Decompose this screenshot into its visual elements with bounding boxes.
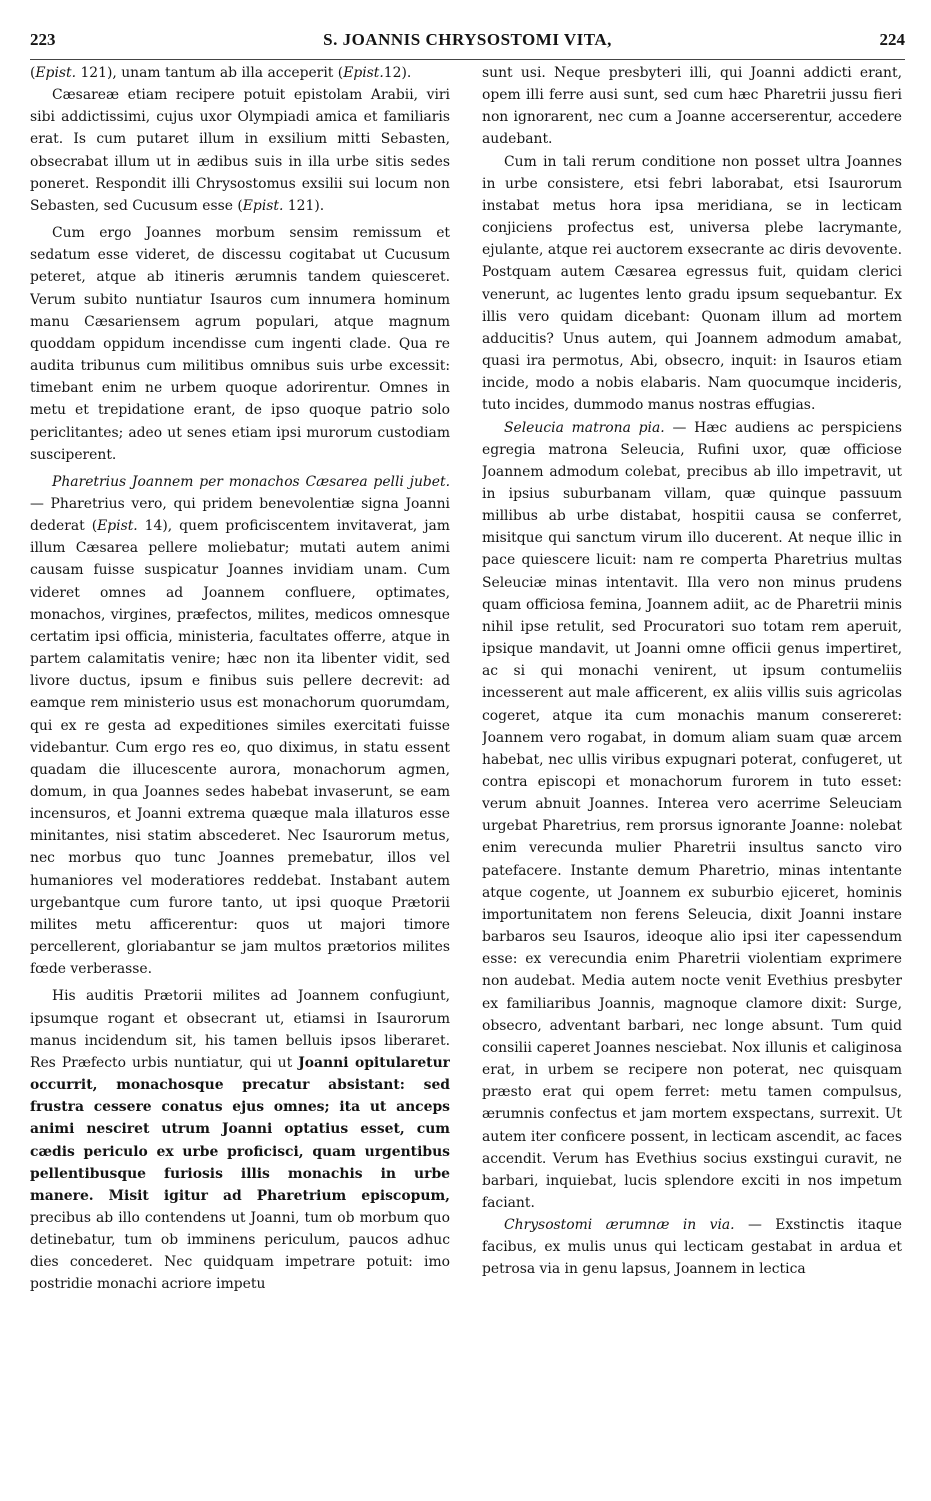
citation: Epist.	[97, 518, 138, 535]
right-column	[482, 62, 902, 1480]
section-heading: Seleucia matrona pia.	[504, 419, 665, 436]
text: — Exstinctis itaque facibus, ex mulis unus qui lecticam gestabat in ardua et petrosa via in genu lapsus, Joannem in lectica	[482, 1217, 902, 1278]
text: (	[30, 65, 36, 81]
section-heading: Pharetrius Joannem per monachos Cæsarea pelli jubet.	[52, 473, 450, 490]
text: — Hæc audiens ac perspiciens egregia matrona Seleucia, Rufini uxor, quæ officiose Joannem admodum colebat, precibus ab illo impetravit, ut in ipsius suburbanam villam, quæ quinque passuum millibus ab urbe distabat, hospitii causa se conferret, misitque qui sanctum virum illo ducerent. At neque illic in pace quiescere licuit: nam re comperta Pharetrius multas Seleuciæ minas intentavit. Illa vero non minus prudens quam officiosa femina, Joannem adiit, ac de Pharetrii minis nihil ipse retulit, sed Procuratori suo totam rem aperuit, ipsique mandavit, ut Joanni omne officii genus impertiret, ac si qui monachi venirent, ut ipsum contumeliis incesserent aut male afficerent, ex aliis villis suis agricolas cogeret, atque ita cum monachis manum consereret: Joannem vero rogabat, in domum aliam suam quæ arcem habebat, nec ullis viribus expugnari poterat, confugeret, ut contra episcopi et monachorum furorem in tuto esset: verum abnuit Joannes. Interea vero acerrime Seleuciam urgebat Pharetrius, rem prorsus ignorante Joanne: nolebat enim verecunda mulier Pharetrii insultus sancto viro patefacere. Instante demum Pharetrio, minas intentante atque cogente, ut Joannem ex suburbio ejiceret, hominis importunitatem non ferens Seleucia, dixit Joanni instare barbaros seu Isauros, ideoque alio ipsi iter capessendum esse: ex verecundia enim Pharetrii violentiam exprimere non audebat. Media autem nocte venit Evethius presbyter ex familiaribus Joannis, magnoque clamore dixit: Surge, obsecro, adventant barbari, nec longe absunt. Tum quid consilii caperet Joannes nesciebat. Nox illunis et caliginosa erat, in urbem se recipere non poterat, nec quisquam præsto erat qui opem ferret: metu tamen compulsus, ærumnis confectus et jam mortem exspectans, surrexit. Ut autem iter conficere possent, in lecticam ascendit, ac faces accendit. Verum has Evethius socius exstingui curavit, ne barbari, inquiebat, lucis splendore exciti in nos impetum faciant.	[482, 419, 902, 1211]
left-column	[30, 62, 450, 1480]
running-title: S. JOANNIS CHRYSOSTOMI VITA,	[323, 30, 612, 49]
text: 121), unam tantum ab illa acceperit (	[76, 65, 344, 81]
paragraph	[30, 471, 450, 981]
running-header	[30, 30, 905, 56]
paragraph: Cum in tali rerum conditione non posset ultra Joannes in urbe consistere, etsi febri laborabat, etsi Isaurorum instabat metus hora ipsa meridiana, se in lecticam conjiciens profectus est, universa plebe lacrymante, ejulante, atque rei auctorem exsecrante ac diris devovente. Postquam autem Cæsarea egressus fuit, quidam clerici venerunt, ac lugentes lento gradu ipsum sequebantur. Ex illis vero quidam dicebant: Quonam illum ad mortem adducitis? Unus autem, qui Joannem admodum amabat, quasi ira permotus, Abi, obsecro, inquit: in Isauros etiam incide, modo a nobis elabaris. Nam quocumque incideris, tuto incides, dummodo manus nostras effugias.	[482, 153, 902, 414]
citation: Epist.	[242, 197, 284, 214]
citation: Epist.	[35, 65, 77, 81]
text: Cæsareæ etiam recipere potuit epistolam Arabii, viri sibi addictissimi, cujus uxor Olympiadi amica et familiaris erat. Is cum putaret illum in exsilium mitti Sebasten, obsecrabat illum ut in ædibus suis in illa urbe sitis sedes poneret. Respondit illi Chrysostomus exsilii sui locum non Sebasten, sed Cucusum esse (	[30, 87, 450, 214]
bold-text: Joanni opitularetur occurrit, monachosque precatur absistant: sed frustra cessere conatus ejus omnes; ita ut anceps animi nesciret utrum Joanni optatius esset, cum cædis periculo ex urbe proficisci, quam urgentibus pellentibusque furiosis illis monachis in urbe manere. Misit igitur ad Pharetrium episcopum,	[30, 1054, 450, 1204]
paragraph	[30, 62, 450, 84]
page-number-left: 223	[30, 30, 56, 49]
text: His auditis Prætorii milites ad Joannem confugiunt, ipsumque rogant et obsecrant ut, etiamsi in Isaurorum manus incidendum sit, his tamen belluis ipsos liberaret. Res Præfecto urbis nuntiatur, qui ut	[30, 988, 450, 1071]
text: precibus ab illo contendens ut Joanni, tum ob morbum quo detinebatur, tum ob imminens periculum, paucos adhuc dies concederet. Nec quidquam impetrare potuit: imo postridie monachi acriore impetu	[30, 1209, 450, 1293]
text: 14), quem proficiscentem invitaverat, jam illum Cæsarea pellere moliebatur; mutati autem animi causam fuisse suspicatur Joannes invidiam unam. Cum videret omnes ad Joannem confluere, optimates, monachos, virgines, præfectos, milites, medicos omnesque certatim ipsi officia, ministeria, facultates offerre, atque in partem calamitatis venire; hæc non ita libenter vidit, sed livore ductus, ipsum e finibus suis pellere decrevit: ad eamque rem ministerio usus est monachorum quorumdam, qui ex re gesta ad expeditiones similes exercitati fuisse videbantur. Cum ergo res eo, quo diximus, in statu essent quadam die illucescente aurora, monachorum agmen, domum, in qua Joannes sedes habebat invaserunt, se eam incensuros, et Joanni extrema quæque mala illaturos esse minitantes, nisi statim abscederet. Nec Isaurorum metus, nec morbus quo tunc Joannes premebatur, illos vel humaniores vel moderatiores reddebat. Instabant autem urgebantque cum furore tanto, ut ipsi quoque Prætorii milites metu afficerentur: quos ut majori timore percellerent, gloriabantur se jam multos prætorios milites fœde verberasse.	[30, 518, 450, 978]
paragraph	[482, 417, 902, 1215]
text: 121).	[283, 197, 325, 214]
citation: Epist.	[343, 65, 384, 81]
header-rule	[30, 59, 905, 60]
paragraph	[30, 84, 450, 217]
paragraph	[482, 1214, 902, 1280]
text: — Pharetrius vero, qui pridem benevolentiæ signa Joanni dederat (	[30, 495, 450, 535]
paragraph	[30, 985, 450, 1295]
paragraph: sunt usi. Neque presbyteri illi, qui Joanni addicti erant, opem illi ferre ausi sunt, sed cum hæc Pharetrii jussu fieri non ignorarent, nec cum a Joanne accerserentur, accedere audebant.	[482, 65, 902, 148]
page-number-right: 224	[879, 30, 905, 49]
paragraph: Cum ergo Joannes morbum sensim remissum et sedatum esse videret, de discessu cogitabat ut Cucusum peteret, atque ab itineris ærumnis tandem quiesceret. Verum subito nuntiatur Isauros cum innumera hominum manu Cæsariensem agrum populari, atque magnum quoddam oppidum incendisse cum ingenti clade. Qua re audita tribunus cum militibus omnibus suis urbe excessit: timebant enim ne urbem quoque adorirentur. Omnes in metu et trepidatione erant, de ipso quoque patrio solo periclitantes; adeo ut senes etiam ipsi murorum custodiam susciperent.	[30, 225, 450, 463]
section-heading: Chrysostomi ærumnæ in via.	[504, 1217, 735, 1234]
text: 12).	[383, 65, 412, 81]
